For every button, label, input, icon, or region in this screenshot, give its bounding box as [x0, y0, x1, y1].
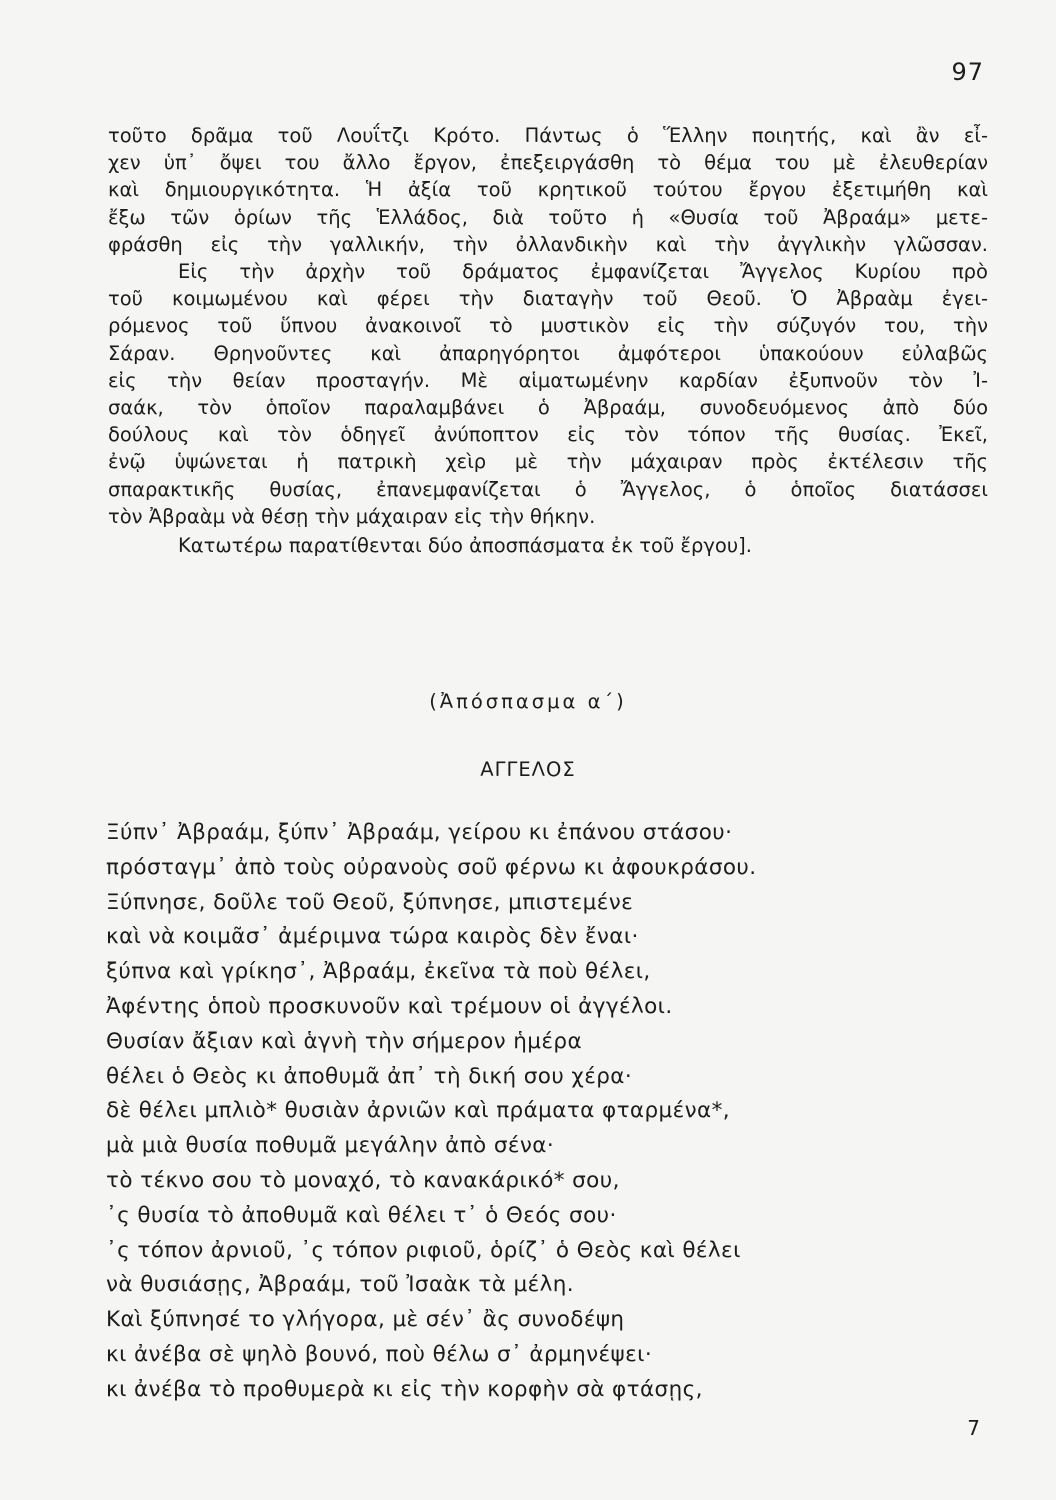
prose-note: Κατωτέρω παρατίθενται δύο ἀποσπάσματα ἐκ τοῦ ἔργου]. [178, 534, 752, 558]
verse-line: Ξύπν᾽ Ἀβραάμ, ξύπν᾽ Ἀβραάμ, γείρου κι ἐπάνου στάσου· [106, 820, 733, 845]
prose-line: φράσθη εἰς τὴν γαλλικήν, τὴν ὀλλανδικὴν καὶ τὴν ἀγγλικὴν γλῶσσαν. [108, 232, 988, 256]
verse-line: καὶ νὰ κοιμᾶσ᾽ ἀμέριμνα τώρα καιρὸς δὲν ἔναι· [106, 924, 639, 950]
prose-line: ἐνῷ ὑψώνεται ἡ πατρικὴ χεὶρ μὲ τὴν μάχαιραν πρὸς ἐκτέλεσιν τῆς [108, 450, 988, 474]
verse-line: νὰ θυσιάσῃς, Ἀβραάμ, τοῦ Ἰσαὰκ τὰ μέλη. [106, 1272, 575, 1298]
verse-line: θέλει ὁ Θεὸς κι ἀποθυμᾶ ἀπ᾽ τὴ δική σου χέρα· [106, 1063, 633, 1089]
verse-line: Ἀφέντης ὁποὺ προσκυνοῦν καὶ τρέμουν οἱ ἀγγέλοι. [106, 993, 673, 1019]
prose-line: καὶ δημιουργικότητα. Ἡ ἀξία τοῦ κρητικοῦ τούτου ἔργου ἐξετιμήθη καὶ [108, 178, 988, 202]
prose-line: χεν ὑπ᾽ ὄψει του ἄλλο ἔργον, ἐπεξειργάσθη τὸ θέμα του μὲ ἐλευθερίαν [108, 151, 988, 175]
prose-line: σπαρακτικῆς θυσίας, ἐπανεμφανίζεται ὁ Ἄγγελος, ὁ ὁποῖος διατάσσει [108, 477, 988, 501]
verse-line: τὸ τέκνο σου τὸ μοναχό, τὸ κανακάρικό* σου, [106, 1167, 620, 1193]
prose-line: Σάραν. Θρηνοῦντες καὶ ἀπαρηγόρητοι ἀμφότεροι ὑπακούουν εὐλαβῶς [108, 341, 988, 365]
verse-line: δὲ θέλει μπλιὸ* θυσιὰν ἀρνιῶν καὶ πράματα φταρμένα*, [106, 1098, 730, 1124]
signature-mark: 7 [967, 1416, 980, 1440]
prose-line: ρόμενος τοῦ ὕπνου ἀνακοινοῖ τὸ μυστικὸν εἰς τὴν σύζυγόν του, τὴν [108, 314, 988, 338]
verse-line: ᾽ς θυσία τὸ ἀποθυμᾶ καὶ θέλει τ᾽ ὁ Θεός σου· [106, 1202, 617, 1228]
verse-line: μὰ μιὰ θυσία ποθυμᾶ μεγάλην ἀπὸ σένα· [106, 1133, 555, 1159]
prose-line: δούλους καὶ τὸν ὁδηγεῖ ἀνύποπτον εἰς τὸν τόπον τῆς θυσίας. Ἐκεῖ, [108, 423, 988, 447]
verse-line: κι ἀνέβα σὲ ψηλὸ βουνό, ποὺ θέλω σ᾽ ἀρμηνέψει· [106, 1341, 653, 1367]
page-number: 97 [951, 58, 984, 86]
prose-line: ἔξω τῶν ὁρίων τῆς Ἑλλάδος, διὰ τοῦτο ἡ «Θυσία τοῦ Ἀβραάμ» μετε- [108, 205, 988, 229]
prose-line: Εἰς τὴν ἀρχὴν τοῦ δράματος ἐμφανίζεται Ἄγγελος Κυρίου πρὸ [178, 260, 988, 284]
verse-line: κι ἀνέβα τὸ προθυμερὰ κι εἰς τὴν κορφὴν σὰ φτάσῃς, [106, 1376, 703, 1402]
verse-line: Θυσίαν ἄξιαν καὶ ἁγνὴ τὴν σήμερον ἡμέρα [106, 1028, 583, 1054]
verse-line: πρόσταγμ᾽ ἀπὸ τοὺς οὐρανοὺς σοῦ φέρνω κι ἀφουκράσου. [106, 854, 757, 880]
prose-line: τοῦ κοιμωμένου καὶ φέρει τὴν διαταγὴν τοῦ Θεοῦ. Ὁ Ἀβραὰμ ἐγει- [108, 287, 988, 311]
verse-line: Ξύπνησε, δοῦλε τοῦ Θεοῦ, ξύπνησε, μπιστεμένε [106, 889, 634, 915]
prose-line: σαάκ, τὸν ὁποῖον παραλαμβάνει ὁ Ἀβραάμ, συνοδευόμενος ἀπὸ δύο [108, 396, 988, 420]
verse-line: ξύπνα καὶ γρίκησ᾽, Ἀβραάμ, ἐκεῖνα τὰ ποὺ θέλει, [106, 959, 651, 985]
verse-block [106, 816, 1006, 1408]
speaker-heading: ΑΓΓΕΛΟΣ [480, 758, 576, 781]
prose-body [108, 122, 988, 559]
prose-line: τὸν Ἀβραὰμ νὰ θέσῃ τὴν μάχαιραν εἰς τὴν θήκην. [108, 504, 596, 528]
prose-line: εἰς τὴν θείαν προσταγήν. Μὲ αἱματωμένην καρδίαν ἐξυπνοῦν τὸν Ἰ- [108, 368, 988, 392]
fragment-title: (Ἀπόσπασμα α΄) [429, 690, 627, 713]
verse-line: Καὶ ξύπνησέ το γλήγορα, μὲ σέν᾽ ἂς συνοδέψη [106, 1307, 625, 1333]
verse-line: ᾽ς τόπον ἀρνιοῦ, ᾽ς τόπον ριφιοῦ, ὁρίζ᾽ ὁ Θεὸς καὶ θέλει [106, 1237, 741, 1263]
prose-line: τοῦτο δρᾶμα τοῦ Λουΐτζι Κρότο. Πάντως ὁ Ἕλλην ποιητής, καὶ ἂν εἶ- [108, 124, 988, 147]
